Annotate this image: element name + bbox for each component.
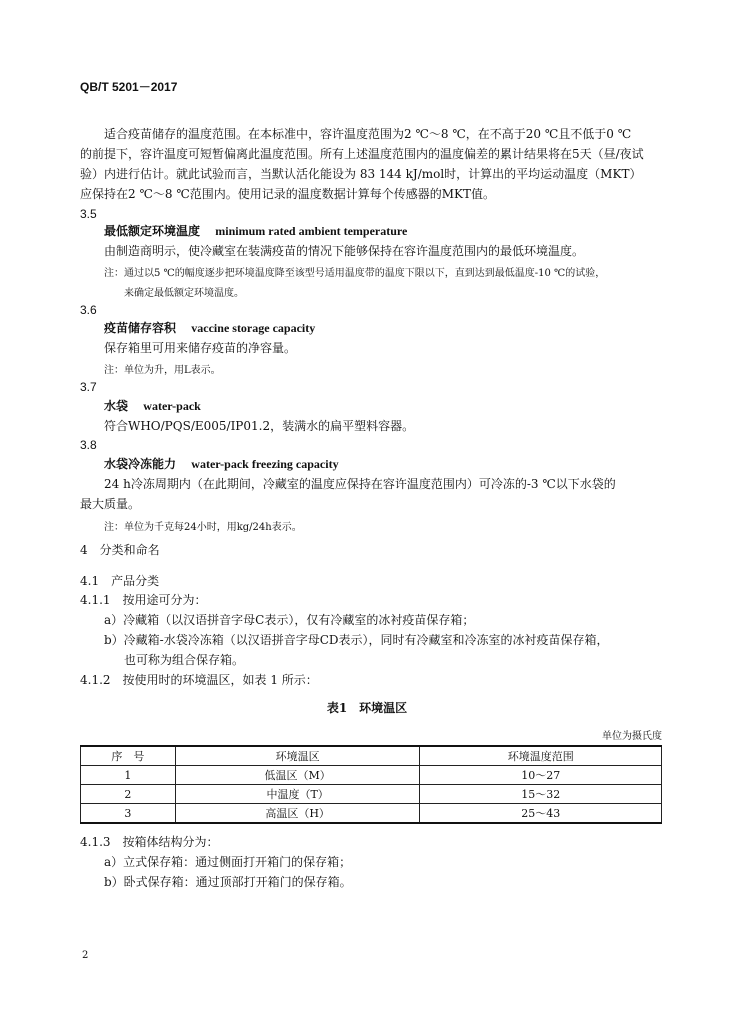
intro-paragraph — [80, 124, 662, 204]
section-heading-4-1: 4.1 产品分类 — [80, 574, 160, 588]
table-caption: 表1 环境温区 — [326, 701, 408, 715]
intro-line: 应保持在2 ℃～8 ℃范围内。使用记录的温度数据计算每个传感器的MKT值。 — [80, 187, 496, 201]
struct-item-b: b）卧式保存箱：通过顶部打开箱门的保存箱。 — [104, 875, 352, 889]
table-header-row — [81, 746, 662, 766]
section-number-3-8: 3.8 — [80, 438, 97, 452]
cell-seq: 3 — [81, 804, 176, 824]
definition-3-6: 保存箱里可用来储存疫苗的净容量。 — [104, 341, 297, 355]
section-4-1-3: 4.1.3 按箱体结构分为： — [80, 835, 219, 849]
item-b-line1: b）冷藏箱-水袋冷冻箱（以汉语拼音字母CD表示），同时有冷藏室和冷冻室的冰衬疫苗保存箱， — [104, 633, 609, 647]
environment-zone-table — [80, 745, 662, 824]
definition-3-5: 由制造商明示，使冷藏室在装满疫苗的情况下能够保持在容许温度范围内的最低环境温度。 — [104, 244, 585, 258]
term-en: water-pack — [143, 399, 201, 413]
note-3-5-line2: 来确定最低额定环境温度。 — [124, 288, 244, 299]
intro-line: 的前提下，容许温度可短暂偏离此温度范围。所有上述温度范围内的温度偏差的累计结果将在5天（昼/夜试 — [80, 147, 644, 161]
term-en: minimum rated ambient temperature — [215, 224, 408, 238]
definition-3-8-line1: 24 h冷冻周期内（在此期间，冷藏室的温度应保持在容许温度范围内）可冷冻的-3 ℃以下水袋的 — [104, 477, 616, 491]
cell-range: 25～43 — [420, 804, 662, 824]
term-3-7 — [104, 396, 201, 416]
intro-line: 验）内进行估计。就此试验而言，当默认活化能设为 83 144 kJ/mol时，计算出的平均运动温度（MKT） — [80, 167, 642, 181]
cell-zone: 低温区（M） — [175, 766, 420, 785]
item-a: a）冷藏箱（以汉语拼音字母C表示），仅有冷藏室的冰衬疫苗保存箱； — [104, 613, 475, 627]
section-4-1-1: 4.1.1 按用途可分为： — [80, 593, 207, 607]
section-number-3-6: 3.6 — [80, 303, 97, 317]
page-number: 2 — [82, 950, 89, 961]
section-4-1-2: 4.1.2 按使用时的环境温区，如表 1 所示： — [80, 673, 318, 687]
section-number-3-5: 3.5 — [80, 207, 97, 221]
col-header-zone: 环境温区 — [175, 746, 420, 766]
table-row — [81, 804, 662, 824]
term-3-8 — [104, 454, 339, 474]
definition-3-7: 符合WHO/PQS/E005/IP01.2，装满水的扁平塑料容器。 — [104, 419, 415, 433]
term-3-6 — [104, 318, 315, 338]
cell-range: 10～27 — [420, 766, 662, 785]
standard-code: QB/T 5201－2017 — [80, 80, 178, 94]
definition-3-8-line2: 最大质量。 — [80, 497, 141, 511]
col-header-seq: 序 号 — [81, 746, 176, 766]
note-3-6: 注：单位为升，用L表示。 — [104, 365, 221, 376]
table-unit: 单位为摄氏度 — [602, 731, 662, 742]
section-heading-4: 4 分类和命名 — [80, 543, 160, 557]
col-header-range: 环境温度范围 — [420, 746, 662, 766]
section-number-3-7: 3.7 — [80, 380, 97, 394]
cell-seq: 2 — [81, 785, 176, 804]
table-row — [81, 785, 662, 804]
term-cn: 水袋 — [104, 399, 129, 413]
term-3-5 — [104, 221, 407, 241]
note-3-8: 注：单位为千克每24小时，用kg/24h表示。 — [104, 522, 302, 533]
item-b-line2: 也可称为组合保存箱。 — [124, 653, 245, 667]
cell-zone: 中温度（T） — [175, 785, 420, 804]
cell-range: 15～32 — [420, 785, 662, 804]
cell-zone: 高温区（H） — [175, 804, 420, 824]
term-cn: 最低额定环境温度 — [104, 224, 201, 238]
cell-seq: 1 — [81, 766, 176, 785]
intro-line: 适合疫苗储存的温度范围。在本标准中，容许温度范围为2 ℃～8 ℃，在不高于20 ℃且不低于0 ℃ — [104, 127, 632, 141]
term-en: vaccine storage capacity — [191, 321, 316, 335]
term-cn: 疫苗储存容积 — [104, 321, 177, 335]
note-3-5-line1: 注：通过以5 ℃的幅度逐步把环境温度降至该型号适用温度带的温度下限以下，直到达到最低温度-10 ℃的试验， — [104, 268, 606, 279]
term-en: water-pack freezing capacity — [191, 457, 339, 471]
term-cn: 水袋冷冻能力 — [104, 457, 177, 471]
table-row — [81, 766, 662, 785]
struct-item-a: a）立式保存箱：通过侧面打开箱门的保存箱； — [104, 855, 352, 869]
